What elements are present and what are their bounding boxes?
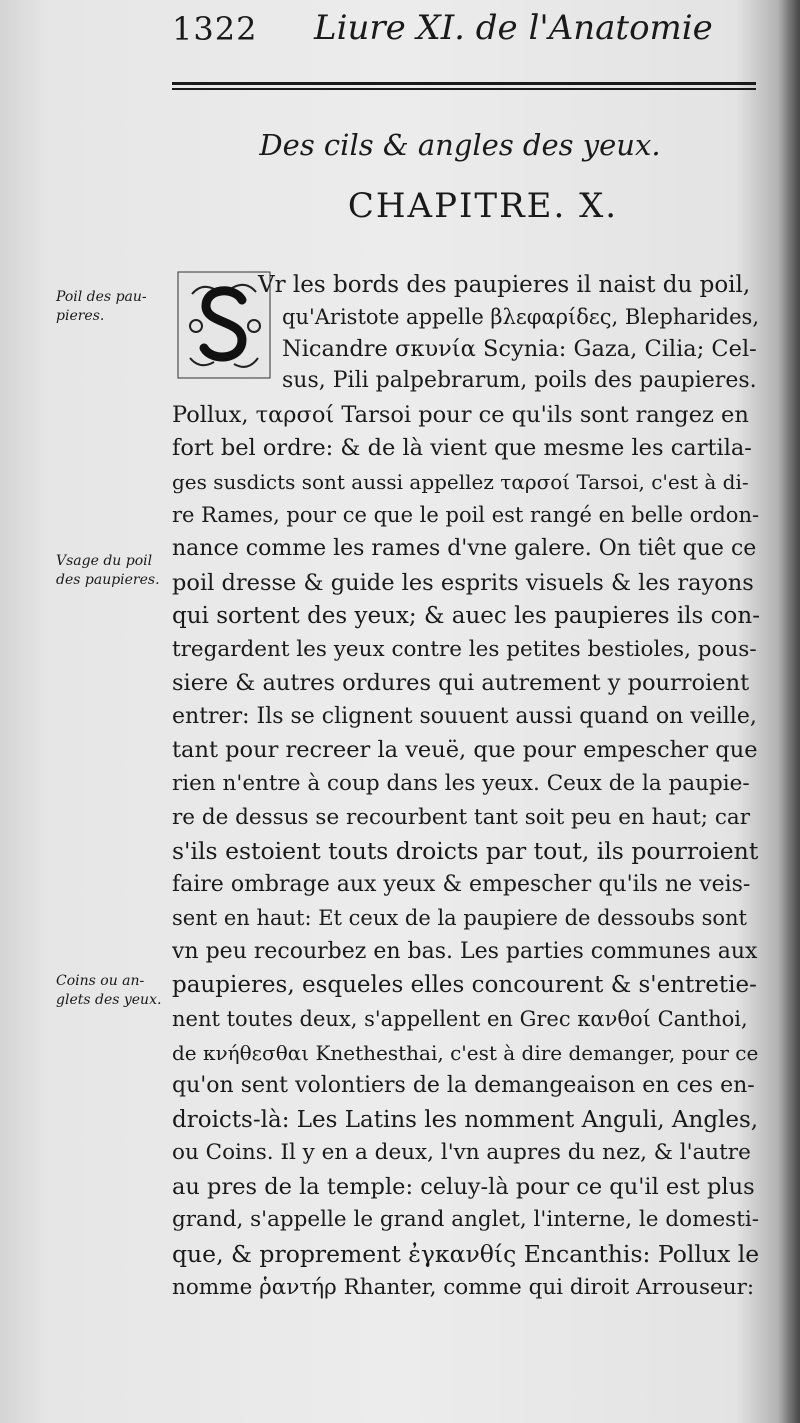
- text-line: nomme ῥαντήρ Rhanter, comme qui diroit Arrouseur:: [172, 1275, 755, 1300]
- text-line: nance comme les rames d'vne galere. On tiêt que ce: [172, 536, 757, 561]
- text-line: paupieres, esqueles elles concourent & s'entretie-: [172, 972, 757, 998]
- page-header: [172, 6, 772, 52]
- text-line: Vr les bords des paupieres il naist du poil,: [258, 272, 751, 298]
- margin-note-vsage: Vsage du poil des paupieres.: [56, 553, 160, 588]
- page-number: 1322: [172, 10, 258, 48]
- text-line: Nicandre σκυνία Scynia: Gaza, Cilia; Cel-: [282, 336, 757, 362]
- chapter-heading: CHAPITRE. X.: [347, 186, 619, 226]
- text-line: au pres de la temple: celuy-là pour ce qu'il est plus: [172, 1174, 755, 1200]
- text-line: poil dresse & guide les esprits visuels & les rayons: [172, 570, 754, 596]
- text-line: ges susdicts sont aussi appellez ταρσοί Tarsoi, c'est à di-: [172, 470, 749, 494]
- text-line: tregardent les yeux contre les petites bestioles, pous-: [172, 637, 757, 662]
- text-line: nent toutes deux, s'appellent en Grec κανθοί Canthoi,: [172, 1007, 748, 1031]
- text-line: de κνήθεσθαι Knethesthai, c'est à dire demanger, pour ce: [172, 1041, 759, 1065]
- text-line: re Rames, pour ce que le poil est rangé en belle ordon-: [172, 503, 760, 527]
- text-line: entrer: Ils se clignent souuent aussi quand on veille,: [172, 704, 757, 729]
- text-line: qu'Aristote appelle βλεφαρίδες, Blepharides,: [282, 305, 760, 329]
- text-line: siere & autres ordures qui autrement y pourroient: [172, 670, 750, 696]
- text-line: grand, s'appelle le grand anglet, l'interne, le domesti-: [172, 1207, 759, 1232]
- text-line: ou Coins. Il y en a deux, l'vn aupres du nez, & l'autre: [172, 1140, 751, 1165]
- text-line: qui sortent des yeux; & auec les paupieres ils con-: [172, 603, 760, 629]
- header-rule: [172, 82, 756, 85]
- margin-note-coins: Coins ou an- glets des yeux.: [56, 973, 162, 1008]
- section-subtitle: Des cils & angles des yeux.: [259, 128, 661, 162]
- text-line: s'ils estoient touts droicts par tout, ils pourroient: [172, 837, 759, 865]
- text-line: qu'on sent volontiers de la demangeaison en ces en-: [172, 1073, 755, 1098]
- text-line: faire ombrage aux yeux & empescher qu'ils ne veis-: [172, 872, 751, 897]
- text-line: sus, Pili palpebrarum, poils des paupieres.: [282, 368, 757, 393]
- text-line: sent en haut: Et ceux de la paupiere de dessoubs sont: [172, 906, 747, 930]
- text-line: tant pour recreer la veuë, que pour empescher que: [172, 737, 758, 763]
- margin-note-poil: Poil des pau- pieres.: [56, 289, 147, 324]
- text-line: vn peu recourbez en bas. Les parties communes aux: [172, 939, 758, 964]
- text-line: rien n'entre à coup dans les yeux. Ceux de la paupie-: [172, 771, 750, 796]
- text-line: droicts-là: Les Latins les nomment Anguli, Angles,: [172, 1107, 759, 1133]
- text-line: re de dessus se recourbent tant soit peu en haut; car: [172, 805, 750, 830]
- text-line: Pollux, ταρσοί Tarsoi pour ce qu'ils sont rangez en: [172, 402, 749, 428]
- running-title: Liure XI. de l'Anatomie: [314, 8, 713, 48]
- text-line: fort bel ordre: & de là vient que mesme les cartila-: [172, 435, 752, 461]
- text-line: que, & proprement ἐγκανθίς Encanthis: Pollux le: [172, 1240, 760, 1268]
- header-rule-thin: [172, 88, 756, 90]
